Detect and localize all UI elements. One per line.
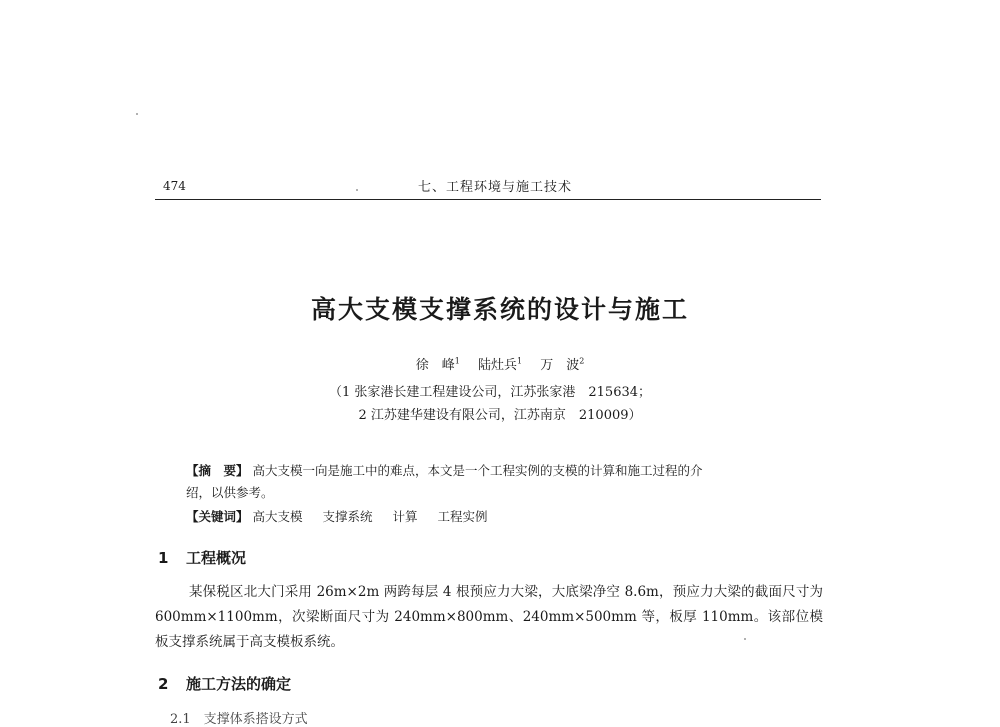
section-title: 施工方法的确定 — [186, 675, 292, 693]
keywords — [186, 506, 798, 528]
header-rule — [155, 199, 821, 200]
section-number: 2 — [158, 675, 169, 693]
affiliation-1: （1 张家港长建工程建设公司，江苏张家港 215634； — [328, 385, 652, 400]
author-name: 徐 峰 — [415, 358, 455, 373]
author-name: 陆灶兵 — [477, 358, 517, 373]
keyword: 高大支模 — [252, 509, 303, 524]
section-1-heading — [158, 547, 246, 568]
keywords-label: 【关键词】 — [186, 509, 249, 524]
author-affiliation-mark: 1 — [516, 356, 523, 366]
abstract-text-line-1: 高大支模一向是施工中的难点，本文是一个工程实例的支模的计算和施工过程的介 — [252, 463, 703, 478]
abstract-label: 【摘 要】 — [186, 463, 249, 478]
affiliation-2: 2 江苏建华建设有限公司，江苏南京 210009） — [358, 408, 642, 423]
page-number: 474 — [163, 179, 186, 193]
abstract-continuation — [186, 482, 798, 504]
subsection-2-1-partial: 2.1 支撑体系搭设方式 — [170, 712, 308, 727]
running-head: 七、工程环境与施工技术 — [418, 180, 573, 195]
article-title: 高大支模支撑系统的设计与施工 — [310, 295, 689, 324]
keyword: 工程实例 — [437, 509, 488, 524]
section-2-heading — [158, 673, 291, 694]
section-number: 1 — [158, 549, 169, 567]
cut-off-subheading — [170, 708, 370, 727]
scan-speck — [356, 189, 358, 191]
scan-speck — [744, 638, 746, 640]
section-1-paragraph: 某保税区北大门采用 26m×2m 两跨每层 4 根预应力大梁，大底梁净空 8.6m，预应力大梁的截面尺寸为 600mm×1100mm，次梁断面尺寸为 240mm×800mm、240mm×500mm 等，板厚 110mm。该部位模板支撑系统属于高支模板系统。 — [155, 584, 823, 650]
scan-speck — [136, 113, 138, 115]
keyword: 计算 — [392, 509, 418, 524]
author-affiliation-mark: 2 — [579, 356, 585, 366]
author-affiliation-mark: 1 — [454, 356, 460, 366]
abstract-text-line-2: 绍，以供参考。 — [186, 485, 274, 500]
section-title: 工程概况 — [186, 549, 247, 567]
keyword: 支撑系统 — [322, 509, 373, 524]
author-line — [0, 354, 1000, 373]
abstract — [186, 460, 798, 482]
author-name: 万 波 — [540, 358, 580, 373]
